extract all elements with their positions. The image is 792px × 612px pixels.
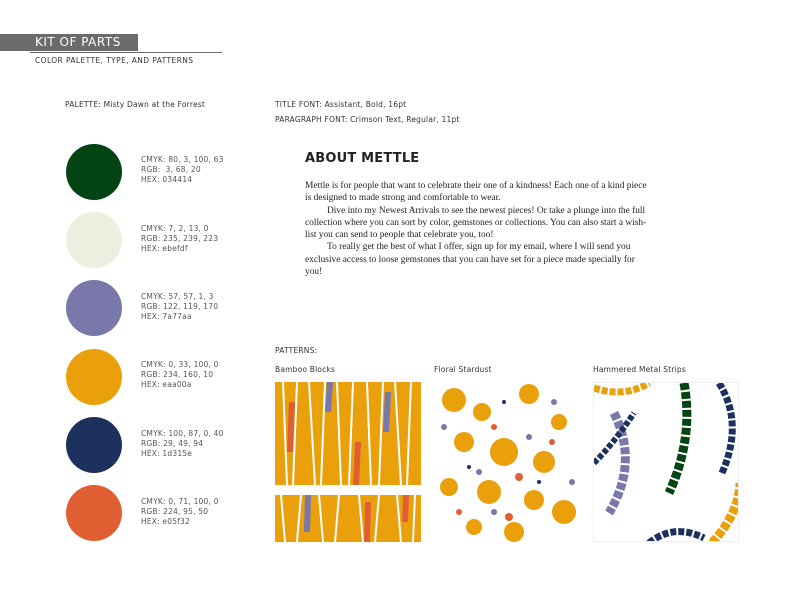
spec-hex: HEX: 034414 [141,175,193,184]
spec-cmyk: CMYK: 0, 33, 100, 0 [141,360,219,369]
spec-hex: HEX: ebefdf [141,244,188,253]
patterns-label: PATTERNS: [275,346,318,355]
pattern-bamboo-blocks [275,382,421,542]
pattern-floral-stardust [434,382,580,542]
header-divider [30,52,222,53]
paragraph-font-spec: PARAGRAPH FONT: Crimson Text, Regular, 11pt [275,115,460,124]
spec-gold [141,360,219,390]
spec-rgb: RGB: 122, 119, 170 [141,302,219,311]
spec-hex: HEX: e05f32 [141,517,190,526]
spec-hex: HEX: 7a77aa [141,312,192,321]
page-title: KIT OF PARTS [35,35,121,49]
hammered-metal-strips-graphic [594,383,739,542]
swatch-mist [66,212,122,268]
pattern-name-bamboo: Bamboo Blocks [275,365,336,374]
spec-lavender [141,292,218,322]
spec-cmyk: CMYK: 57, 57, 1, 3 [141,292,214,301]
swatch-lavender [66,280,122,336]
spec-navy [141,429,224,459]
about-paragraph: Mettle is for people that want to celebrate their one of a kindness! Each one of a kind piece is designed to made strong and comfortable to wear. [305,181,647,204]
spec-rgb: RGB: 29, 49, 94 [141,439,204,448]
swatch-orange [66,485,122,541]
spec-cmyk: CMYK: 100, 87, 0, 40 [141,429,224,438]
about-body [305,180,650,278]
title-font-spec: TITLE FONT: Assistant, Bold, 16pt [275,100,407,109]
spec-cmyk: CMYK: 80, 3, 100, 63 [141,155,224,164]
page-subtitle: COLOR PALETTE, TYPE, AND PATTERNS [35,56,194,65]
spec-green [141,155,224,185]
pattern-name-floral: Floral Stardust [434,365,492,374]
palette-label: PALETTE: Misty Dawn at the Forrest [65,100,206,109]
spec-rgb: RGB: 234, 160, 10 [141,370,214,379]
spec-rgb: RGB: 3, 68, 20 [141,165,201,174]
floral-stardust-graphic [434,382,580,542]
spec-cmyk: CMYK: 7, 2, 13, 0 [141,224,209,233]
about-paragraph: To really get the best of what I offer, sign up for my email, where I will send you exclusive access to loose gemstones that you can have set for a piece made specially for you! [305,242,635,278]
about-paragraph: Dive into my Newest Arrivals to see the newest pieces! Or take a plunge into the full collection where you can sort by color, gemstones or collections. You can also start a wish-list you can send to people that celebrate you, too! [305,205,647,241]
pattern-name-hammered: Hammered Metal Strips [593,365,686,374]
bamboo-blocks-graphic [275,382,421,542]
spec-rgb: RGB: 235, 239, 223 [141,234,219,243]
swatch-gold [66,349,122,405]
spec-hex: HEX: eaa00a [141,380,192,389]
spec-orange [141,497,219,527]
swatch-navy [66,417,122,473]
spec-cmyk: CMYK: 0, 71, 100, 0 [141,497,219,506]
spec-rgb: RGB: 224, 95, 50 [141,507,209,516]
swatch-green [66,144,122,200]
pattern-hammered-metal-strips [593,382,739,542]
spec-hex: HEX: 1d315e [141,449,193,458]
spec-mist [141,224,218,254]
about-title: ABOUT METTLE [305,151,420,166]
